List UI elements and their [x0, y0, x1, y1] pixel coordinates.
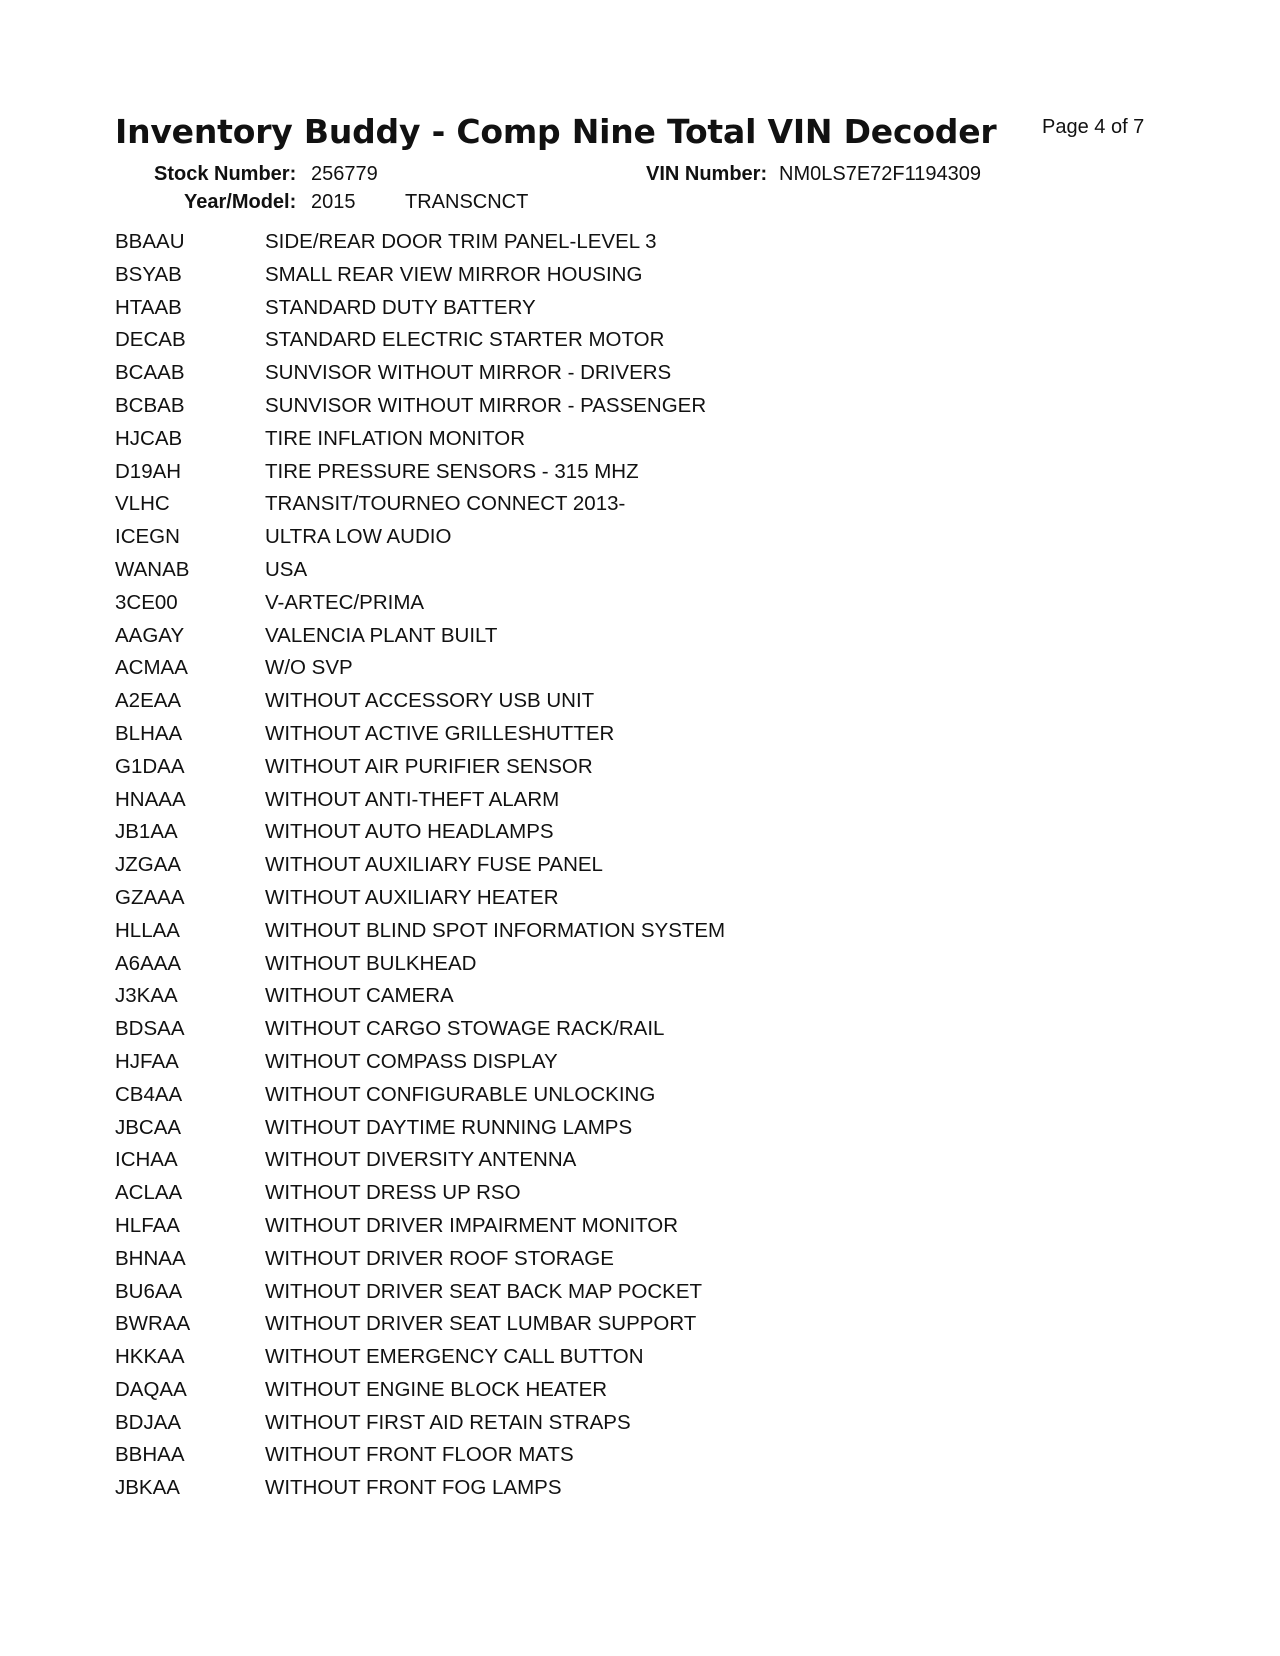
stock-number-value: 256779	[311, 163, 378, 185]
option-code: JZGAA	[115, 853, 182, 877]
list-item	[115, 1276, 1115, 1309]
list-item	[115, 1079, 1115, 1112]
list-item	[115, 1472, 1115, 1505]
option-description: V-ARTEC/PRIMA	[265, 590, 425, 614]
year-value: 2015	[311, 191, 356, 213]
option-description: VALENCIA PLANT BUILT	[265, 623, 498, 647]
list-item	[115, 1112, 1115, 1145]
option-code: BSYAB	[115, 262, 182, 286]
option-description: WITHOUT AUTO HEADLAMPS	[265, 820, 554, 844]
document-title: Inventory Buddy - Comp Nine Total VIN Decoder	[115, 112, 997, 151]
page-number: Page 4 of 7	[1042, 116, 1145, 138]
option-code: A2EAA	[115, 689, 182, 713]
option-code: VLHC	[115, 492, 170, 516]
option-description: WITHOUT COMPASS DISPLAY	[265, 1049, 558, 1073]
model-value: TRANSCNCT	[405, 191, 529, 213]
option-code: CB4AA	[115, 1082, 183, 1106]
option-code: JBKAA	[115, 1476, 180, 1500]
list-item	[115, 521, 1115, 554]
option-description: WITHOUT ACTIVE GRILLESHUTTER	[265, 721, 615, 745]
option-code: HJCAB	[115, 426, 183, 450]
option-code: BWRAA	[115, 1312, 191, 1336]
option-description: WITHOUT EMERGENCY CALL BUTTON	[265, 1345, 644, 1369]
list-item	[115, 784, 1115, 817]
list-item	[115, 915, 1115, 948]
option-code: WANAB	[115, 557, 190, 581]
list-item	[115, 587, 1115, 620]
option-description: WITHOUT BLIND SPOT INFORMATION SYSTEM	[265, 918, 726, 942]
list-item	[115, 554, 1115, 587]
list-item	[115, 488, 1115, 521]
option-description: WITHOUT BULKHEAD	[265, 951, 477, 975]
option-description: TIRE INFLATION MONITOR	[265, 426, 526, 450]
list-item	[115, 1243, 1115, 1276]
stock-number-label: Stock Number:	[154, 163, 297, 185]
option-description: WITHOUT FIRST AID RETAIN STRAPS	[265, 1410, 631, 1434]
option-code: A6AAA	[115, 951, 182, 975]
option-description: SUNVISOR WITHOUT MIRROR - PASSENGER	[265, 393, 707, 417]
option-code: BBHAA	[115, 1443, 185, 1467]
list-item	[115, 1439, 1115, 1472]
option-description: WITHOUT DIVERSITY ANTENNA	[265, 1148, 577, 1172]
list-item	[115, 1210, 1115, 1243]
list-item	[115, 1407, 1115, 1440]
option-description: WITHOUT AUXILIARY FUSE PANEL	[265, 853, 603, 877]
list-item	[115, 324, 1115, 357]
list-item	[115, 1374, 1115, 1407]
option-description: WITHOUT AUXILIARY HEATER	[265, 885, 559, 909]
option-description: W/O SVP	[265, 656, 353, 680]
option-code-list	[115, 226, 1115, 1505]
list-item	[115, 980, 1115, 1013]
list-item	[115, 423, 1115, 456]
option-code: GZAAA	[115, 885, 185, 909]
list-item	[115, 1341, 1115, 1374]
year-model-label: Year/Model:	[184, 191, 297, 213]
option-description: WITHOUT DRIVER SEAT BACK MAP POCKET	[265, 1279, 703, 1303]
option-description: WITHOUT AIR PURIFIER SENSOR	[265, 754, 593, 778]
option-code: G1DAA	[115, 754, 185, 778]
option-code: D19AH	[115, 459, 182, 483]
option-description: WITHOUT FRONT FOG LAMPS	[265, 1476, 562, 1500]
option-description: WITHOUT FRONT FLOOR MATS	[265, 1443, 574, 1467]
vin-number-value: NM0LS7E72F1194309	[779, 163, 981, 185]
option-code: BLHAA	[115, 721, 183, 745]
option-code: JB1AA	[115, 820, 178, 844]
option-description: WITHOUT DRIVER SEAT LUMBAR SUPPORT	[265, 1312, 697, 1336]
option-code: HLLAA	[115, 918, 180, 942]
option-description: WITHOUT ANTI-THEFT ALARM	[265, 787, 560, 811]
option-description: SUNVISOR WITHOUT MIRROR - DRIVERS	[265, 361, 672, 385]
option-code: HNAAA	[115, 787, 186, 811]
list-item	[115, 1177, 1115, 1210]
list-item	[115, 849, 1115, 882]
list-item	[115, 1046, 1115, 1079]
list-item	[115, 718, 1115, 751]
list-item	[115, 390, 1115, 423]
option-code: ACLAA	[115, 1181, 183, 1205]
vin-number-label: VIN Number:	[646, 163, 768, 185]
list-item	[115, 259, 1115, 292]
option-code: 3CE00	[115, 590, 178, 614]
option-description: SMALL REAR VIEW MIRROR HOUSING	[265, 262, 643, 286]
option-code: AAGAY	[115, 623, 185, 647]
option-description: TIRE PRESSURE SENSORS - 315 MHZ	[265, 459, 639, 483]
option-code: BDSAA	[115, 1017, 185, 1041]
option-code: JBCAA	[115, 1115, 182, 1139]
list-item	[115, 652, 1115, 685]
option-description: WITHOUT DAYTIME RUNNING LAMPS	[265, 1115, 633, 1139]
option-description: ULTRA LOW AUDIO	[265, 525, 452, 549]
option-description: WITHOUT CONFIGURABLE UNLOCKING	[265, 1082, 656, 1106]
list-item	[115, 292, 1115, 325]
option-description: WITHOUT CARGO STOWAGE RACK/RAIL	[265, 1017, 665, 1041]
option-code: BBAAU	[115, 230, 185, 253]
option-code: HLFAA	[115, 1213, 180, 1237]
option-description: WITHOUT DRESS UP RSO	[265, 1181, 521, 1205]
option-description: WITHOUT DRIVER ROOF STORAGE	[265, 1246, 614, 1270]
option-code: ICEGN	[115, 525, 180, 549]
option-code: J3KAA	[115, 984, 178, 1008]
list-item	[115, 751, 1115, 784]
list-item	[115, 685, 1115, 718]
option-description: STANDARD ELECTRIC STARTER MOTOR	[265, 328, 665, 352]
list-item	[115, 620, 1115, 653]
option-code: HJFAA	[115, 1049, 179, 1073]
option-code: ICHAA	[115, 1148, 178, 1172]
list-item	[115, 1308, 1115, 1341]
option-description: WITHOUT ENGINE BLOCK HEATER	[265, 1377, 608, 1401]
list-item	[115, 226, 1115, 259]
option-code: ACMAA	[115, 656, 188, 680]
option-description: USA	[265, 557, 308, 581]
list-item	[115, 882, 1115, 915]
list-item	[115, 456, 1115, 489]
option-code: BDJAA	[115, 1410, 182, 1434]
list-item	[115, 357, 1115, 390]
option-code: DAQAA	[115, 1377, 187, 1401]
option-description: SIDE/REAR DOOR TRIM PANEL-LEVEL 3	[265, 230, 657, 253]
option-description: WITHOUT DRIVER IMPAIRMENT MONITOR	[265, 1213, 679, 1237]
option-description: TRANSIT/TOURNEO CONNECT 2013-	[265, 492, 626, 516]
list-item	[115, 1144, 1115, 1177]
option-code: BU6AA	[115, 1279, 183, 1303]
list-item	[115, 816, 1115, 849]
option-description: STANDARD DUTY BATTERY	[265, 295, 536, 319]
option-code: HKKAA	[115, 1345, 185, 1369]
option-code: HTAAB	[115, 295, 182, 319]
option-description: WITHOUT CAMERA	[265, 984, 454, 1008]
option-code: BCBAB	[115, 393, 185, 417]
option-code: BCAAB	[115, 361, 185, 385]
option-code: BHNAA	[115, 1246, 186, 1270]
list-item	[115, 948, 1115, 981]
option-code: DECAB	[115, 328, 186, 352]
list-item	[115, 1013, 1115, 1046]
option-description: WITHOUT ACCESSORY USB UNIT	[265, 689, 595, 713]
